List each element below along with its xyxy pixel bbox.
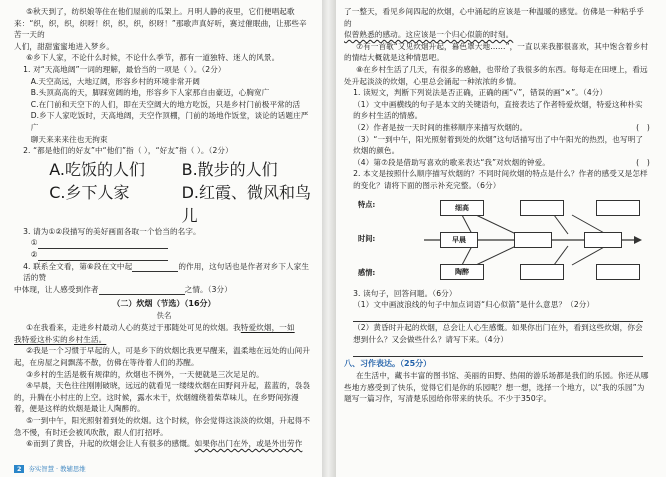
left-page xyxy=(0,0,322,477)
right-page xyxy=(336,0,666,477)
passage-para-6: ⑥乡下人家，不论什么时候，不论什么季节，都有一道独特、迷人的风景。 xyxy=(26,53,280,63)
question-2-option-b: B.散步的人们 xyxy=(181,159,278,179)
passage-para-5a: ⑤秋天到了，纺织娘等住在他们屋前的瓜架上。月明人静的夜里，它们便唱起歌 xyxy=(26,7,295,16)
reading-2-title: （二）炊烟（节选）（16分） xyxy=(112,299,216,309)
diagram-label-feeling: 感情: xyxy=(358,267,376,277)
answer-paren: ( ) xyxy=(636,157,650,167)
r-question-1-item-2[interactable]: （2）作者是按一天时间的推移顺序来描写炊烟的。 ( ) xyxy=(353,122,650,132)
reading-2-para-7: ⑦有一首歌“又见炊烟升起，暮色罩大地……”，一直以来我都很喜欢，其中饱含着乡村的情结大概就是这种情思吧。 xyxy=(344,41,649,63)
question-1-stem: 1. 对“天高地阔”一词的理解，最恰当的一项是（ ）。（2分） xyxy=(23,64,226,74)
r-question-3-sub-2: （2）黄昏时升起的炊烟，总会让人心生感慨。如果你出门在外，看到这些炊烟，你会想到什么？又会做些什么？请写下来。（4分） xyxy=(353,323,643,344)
reading-2-para-8: ⑧在乡村生活了几天，有很多的感触，也带给了我很多的东西。每每走在田埂上，看远处升起淡淡的炊烟，心里总会涌起一种浓浓的乡情。 xyxy=(344,64,648,86)
reading-2-para-3: ③乡村的生活是极有规律的，炊烟也不例外，一天便就是三次足足的。 xyxy=(26,369,264,379)
question-1-option-d: D.乡下人家吃饭时，天高地阔，天空作顶棚，门前的场地作饭堂，谈论的话题庄严广 xyxy=(30,111,309,132)
reading-2-para-2: ②我是一个习惯于早起的人，可是乡下的炊烟比我更早醒来，温柔地在远处的山间升起，在房屋之间飘荡不散，仿佛在等待着人们的苏醒。 xyxy=(14,346,311,368)
diagram-box-feeling-1: 陶醉 xyxy=(440,264,484,280)
question-3-blank-2[interactable]: ② xyxy=(14,249,314,261)
question-2-option-c: C.乡下人家 xyxy=(49,182,130,202)
question-1-option-c: C.在门前和天空下的人们，即在天空阔大的地方吃饭，只是乡村门前极平常的活 xyxy=(30,99,301,109)
question-2-options-row1 xyxy=(14,157,314,180)
passage-para-5c: 人们，甜甜蜜蜜地进入梦乡。 xyxy=(14,41,115,51)
diagram-label-time: 时间: xyxy=(358,233,376,243)
footer-brand: 夯实智慧 · 教辅思维 xyxy=(28,465,86,473)
diagram-box-feature-2[interactable] xyxy=(520,200,564,216)
question-1-option-a: A.天空高远，大地辽阔，形容乡村的环境非常开阔 xyxy=(30,76,200,86)
fishbone-diagram xyxy=(344,194,650,286)
r-question-3-answer-line-1[interactable] xyxy=(344,311,650,323)
question-3-stem: 3. 请为①②段描写的美好画面各取一个恰当的名字。 xyxy=(23,226,201,236)
question-2-option-d: D.红霞、微风和鸟儿 xyxy=(181,182,312,225)
question-1-option-b: B.头顶高高的天，脚踩宽阔的地，形容乡下人家那自由豪迈，心胸宽广 xyxy=(30,88,270,98)
diagram-box-feature-3[interactable] xyxy=(596,200,640,216)
reading-2-para-6-cont: 了一整天，看见乡间四起的炊烟，心中涌起的应该是一种温暖的感觉。仿佛是一种粘乎乎的 xyxy=(344,7,645,28)
section-8-prompt: 在生活中，藏书丰富的图书馆、美丽的田野、热闹的游乐场都是我们的乐园。你还从哪些地方感受到了快乐，觉得它们是你的乐园呢？想一想，选择一个地方，以“我的乐园”为题写一篇习作，写清楚乐园给你带来的快乐。不少于350字。 xyxy=(344,371,649,404)
r-question-1-stem: 1. 读短文，判断下列说法是否正确，正确的画“√”，错误的画“×”。（4分） xyxy=(353,88,608,98)
section-8-title: 八、习作表达。（25分） xyxy=(344,359,432,369)
question-4-line-1: 4. 联系全文看，第⑥段在文中起 的作用，这句话也是作者对乡下人家生活的赞 xyxy=(23,261,310,283)
r-question-3-answer-line-2[interactable] xyxy=(344,345,650,357)
reading-2-para-6: ⑥而到了黄昏，升起的炊烟会让人有很多的感慨。如果你出门在外，或是外出劳作 xyxy=(26,439,303,449)
r-question-1-item-4[interactable]: （4）第⑦段是借助写喜欢的歌来表达“我”对炊烟的钟爱。 ( ) xyxy=(353,157,650,167)
diagram-box-time-2[interactable] xyxy=(514,232,552,248)
diagram-box-feeling-3[interactable] xyxy=(596,264,640,280)
question-2-options-row2 xyxy=(14,180,314,226)
diagram-box-feature-1: 细高 xyxy=(440,200,484,216)
r-question-1-item-1[interactable]: （1）文中画横线的句子是本文的关键语句，直接表达了作者特爱炊烟，特爱这种朴实的乡村生活的情感。 xyxy=(353,99,643,121)
reading-2-para-5: ⑤一到中午，阳光照射着到处的炊烟。这个时候，你会觉得这淡淡的炊烟，升起得不急不慢，有时还会被风吹散，跟人们打招呼。 xyxy=(14,416,311,437)
question-4-blank-1[interactable] xyxy=(132,262,178,272)
answer-paren: ( ) xyxy=(636,122,650,132)
question-4-blank-2[interactable] xyxy=(99,285,185,295)
r-question-3-sub-1: （1）文中画波浪线的句子中加点词语“归心似箭”是什么意思？（2分） xyxy=(353,300,595,310)
reading-2-para-1: ①在我看来，走进乡村最动人心的莫过于那随处可见的炊烟。我特爱炊烟，一如 xyxy=(26,323,295,333)
question-4-line-2: 中体现，让人感受到作者 之情。（3分） xyxy=(14,284,232,294)
diagram-box-time-3[interactable] xyxy=(584,232,622,248)
passage-para-5b: 来：“织，织，织，织呀！织，织，织，织呀！”那歌声真好听，赛过催眠曲，让那些辛苦一天的 xyxy=(14,18,307,40)
diagram-box-time-1: 早晨 xyxy=(440,232,478,248)
r-question-2-stem: 2. 本文是按照什么顺序描写炊烟的？不同时间炊烟的特点是什么？作者的感受又是怎样的变化？请将下面的图示补充完整。（6分） xyxy=(353,169,648,190)
r-question-1-item-3[interactable]: （3）“一到中午，阳光照射着到处的炊烟”这句话描写出了中午阳光的热烈，也写明了炊烟的颜色。 xyxy=(353,134,644,156)
reading-2-author: 佚名 xyxy=(156,311,172,321)
question-3-blank-1[interactable]: ① xyxy=(14,237,314,249)
page-footer xyxy=(14,464,86,473)
question-1-option-d-cont: 聊天来来来往也无拘束 xyxy=(30,134,108,144)
reading-2-para-6-cont-2: 似曾熟悉的感动。这应该是一个归心似箭的时刻。 xyxy=(344,30,514,40)
question-2-option-a: A.吃饭的人们 xyxy=(49,159,145,179)
diagram-label-feature: 特点: xyxy=(358,199,376,209)
page-number: 2 xyxy=(14,465,24,473)
book-gutter xyxy=(322,0,336,477)
r-question-3-stem: 3. 读句子，回答问题。（6分） xyxy=(353,288,457,298)
reading-2-para-4: ④早晨，天色往往刚刚破晓，远远的就看见一缕缕炊烟在田野间升起，蓝蓝的，袅袅的，升腾在小村庄的上空。这时候，露水未干，炊烟缠绕着柴草味儿，在乡野间弥漫着，便是这样的炊烟是最让人陶醉的。 xyxy=(14,381,311,414)
reading-2-para-1-cont: 我特爱这朴实的乡村生活。 xyxy=(14,334,107,344)
diagram-box-feeling-2[interactable] xyxy=(520,264,564,280)
question-2-stem: 2. “都是他们的好友”中“他们”指（ ），“好友”指（ ）。（2分） xyxy=(23,146,233,156)
section-8 xyxy=(344,357,650,370)
